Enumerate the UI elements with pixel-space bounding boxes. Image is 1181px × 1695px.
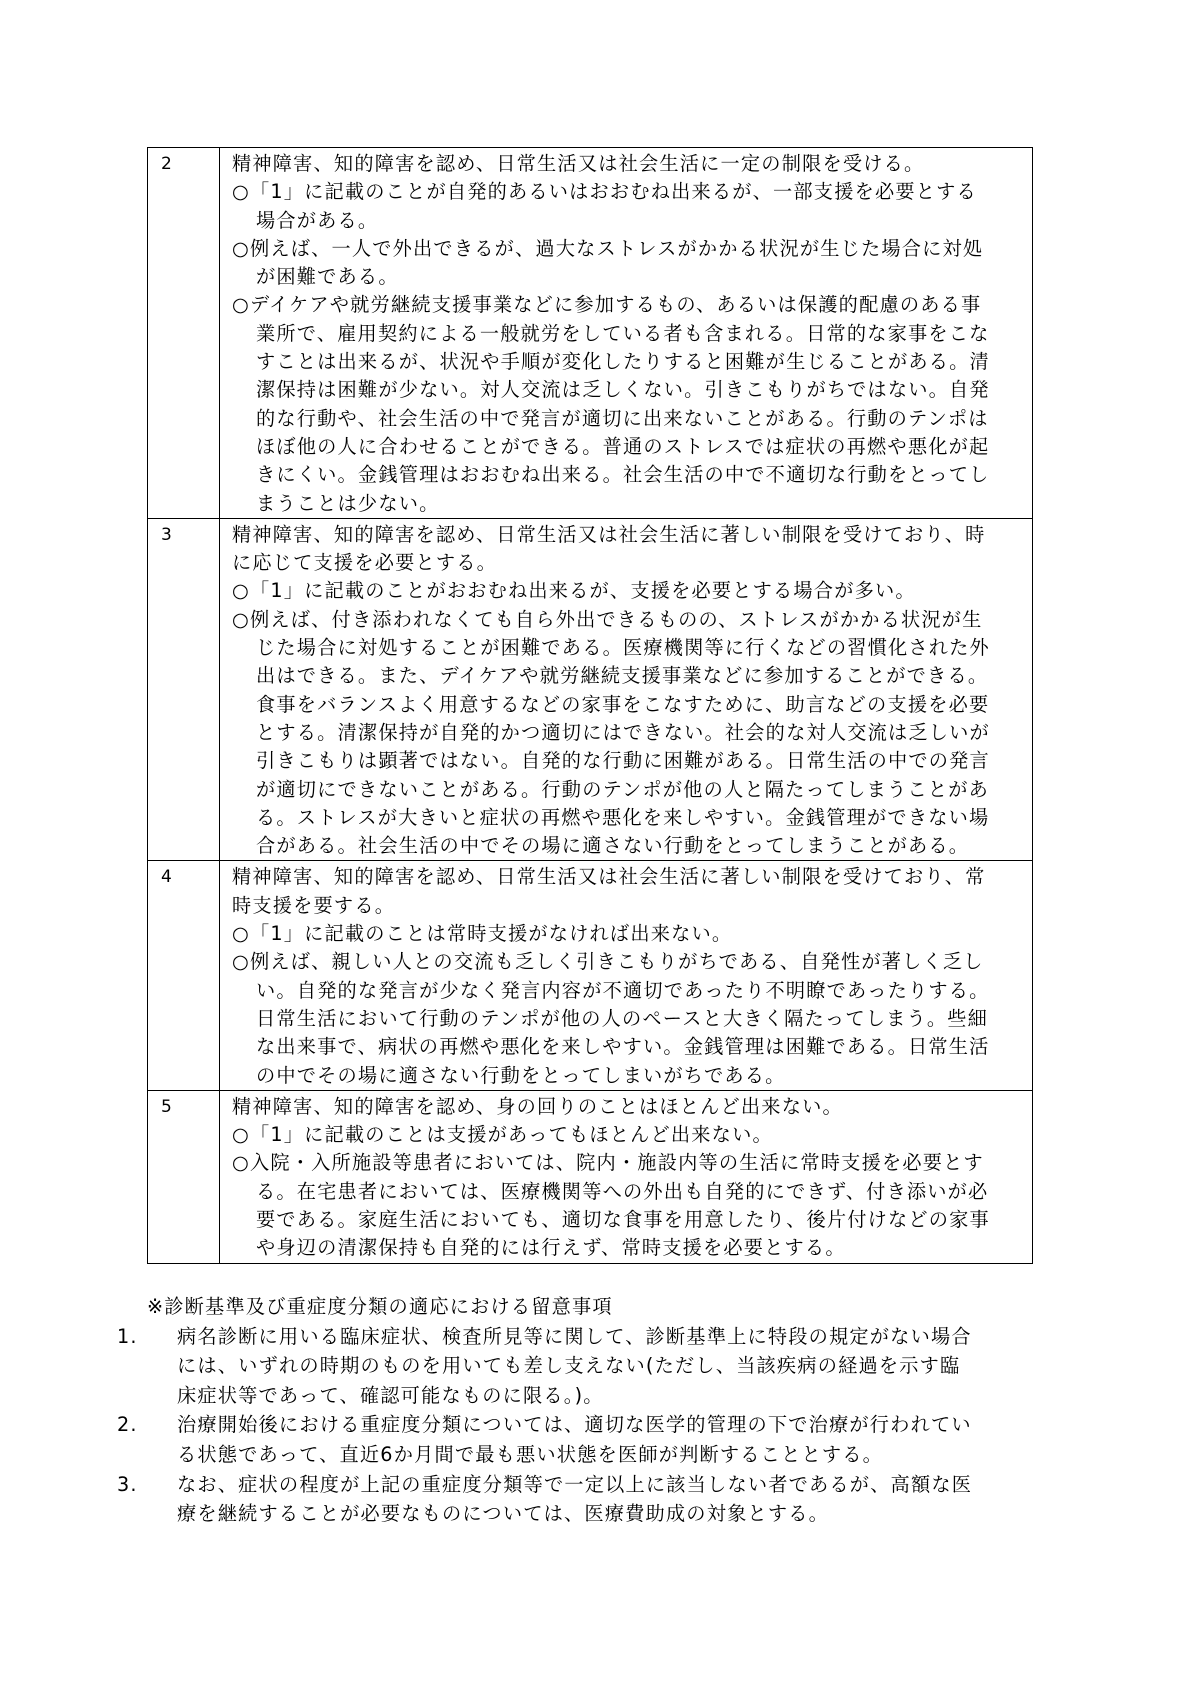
desc-line: とする。清潔保持が自発的かつ適切にはできない。社会的な対人交流は乏しいが [256, 720, 990, 744]
table-row-grade-2 [148, 148, 1033, 519]
grade-description [220, 518, 1033, 861]
grade-description [220, 148, 1033, 519]
desc-line: 食事をバランスよく用意するなどの家事をこなすために、助言などの支援を必要 [256, 692, 990, 716]
note-line: なお、症状の程度が上記の重症度分類等で一定以上に該当しない者であるが、高額な医 [177, 1472, 973, 1496]
grade-number: 4 [148, 861, 220, 1090]
table-row-grade-5 [148, 1090, 1033, 1263]
note-item-1 [117, 1322, 1047, 1411]
desc-line: 時支援を要する。 [232, 893, 396, 917]
note-item-3 [117, 1470, 1047, 1529]
table-row-grade-4 [148, 861, 1033, 1090]
note-line: る状態であって、直近6か月間で最も悪い状態を医師が判断することとする。 [177, 1442, 884, 1466]
desc-line: が困難である。 [256, 265, 399, 289]
desc-line: すことは出来るが、状況や手順が変化したりすると困難が生じることがある。清 [256, 350, 990, 374]
desc-line: 引きこもりは顕著ではない。自発的な行動に困難がある。日常生活の中での発言 [256, 749, 990, 773]
desc-line: い。自発的な発言が少なく発言内容が不適切であったり不明瞭であったりする。 [256, 978, 990, 1002]
desc-line: ほぼ他の人に合わせることができる。普通のストレスでは症状の再燃や悪化が起 [256, 434, 990, 458]
desc-line: ○入院・入所施設等患者においては、院内・施設内等の生活に常時支援を必要とす [232, 1151, 984, 1175]
desc-line: じた場合に対処することが困難である。医療機関等に行くなどの習慣化された外 [256, 636, 990, 660]
note-line: 療を継続することが必要なものについては、医療費助成の対象とする。 [177, 1502, 830, 1526]
note-number: 1. [117, 1324, 138, 1348]
note-line: 治療開始後における重症度分類については、適切な医学的管理の下で治療が行われてい [177, 1413, 972, 1437]
desc-line: 精神障害、知的障害を認め、身の回りのことはほとんど出来ない。 [232, 1094, 843, 1118]
desc-line: 合がある。社会生活の中でその場に適さない行動をとってしまうことがある。 [256, 834, 970, 858]
desc-line: 潔保持は困難が少ない。対人交流は乏しくない。引きこもりがちではない。自発 [256, 378, 990, 402]
grade-description [220, 861, 1033, 1090]
desc-line: 業所で、雇用契約による一般就労をしている者も含まれる。日常的な家事をこな [256, 321, 990, 345]
desc-line: ○「1」に記載のことは支援があってもほとんど出来ない。 [232, 1123, 773, 1147]
desc-line: 的な行動や、社会生活の中で発言が適切に出来ないことがある。行動のテンポは [256, 406, 989, 430]
grade-description [220, 1090, 1033, 1263]
table-row-grade-3 [148, 518, 1033, 861]
desc-line: 精神障害、知的障害を認め、日常生活又は社会生活に著しい制限を受けており、時 [232, 522, 986, 546]
desc-line: に応じて支援を必要とする。 [232, 551, 498, 575]
desc-line: る。在宅患者においては、医療機関等への外出も自発的にできず、付き添いが必 [256, 1179, 989, 1203]
desc-line: 精神障害、知的障害を認め、日常生活又は社会生活に一定の制限を受ける。 [232, 152, 925, 175]
desc-line: まうことは少ない。 [256, 491, 440, 515]
note-line: には、いずれの時期のものを用いても差し支えない(ただし、当該疾病の経過を示す臨 [177, 1354, 961, 1378]
desc-line: ○「1」に記載のことがおおむね出来るが、支援を必要とする場合が多い。 [232, 579, 916, 603]
grade-number: 2 [148, 148, 220, 519]
desc-line: る。ストレスが大きいと症状の再燃や悪化を来しやすい。金銭管理ができない場 [256, 805, 990, 829]
desc-line: 要である。家庭生活においても、適切な食事を用意したり、後片付けなどの家事 [256, 1207, 990, 1231]
desc-line: ○「1」に記載のことは常時支援がなければ出来ない。 [232, 922, 733, 946]
note-number: 2. [117, 1413, 138, 1437]
note-line: 床症状等であって、確認可能なものに限る。)。 [177, 1383, 604, 1407]
desc-line: 出はできる。また、デイケアや就労継続支援事業などに参加することができる。 [256, 664, 989, 688]
desc-line: や身辺の清潔保持も自発的には行えず、常時支援を必要とする。 [256, 1236, 846, 1260]
desc-line: ○例えば、付き添われなくても自ら外出できるものの、ストレスがかかる状況が生 [232, 607, 983, 631]
desc-line: ○例えば、一人で外出できるが、過大なストレスがかかる状況が生じた場合に対処 [232, 236, 984, 260]
notes-section [117, 1292, 1047, 1529]
desc-line: 日常生活において行動のテンポが他の人のペースと大きく隔たってしまう。些細 [256, 1006, 989, 1030]
desc-line: ○「1」に記載のことが自発的あるいはおおむね出来るが、一部支援を必要とする [232, 180, 977, 204]
desc-line: な出来事で、病状の再燃や悪化を来しやすい。金銭管理は困難である。日常生活 [256, 1035, 990, 1059]
desc-line: 場合がある。 [256, 208, 379, 232]
note-item-2 [117, 1410, 1047, 1469]
note-number: 3. [117, 1472, 138, 1496]
severity-grade-table [147, 147, 1033, 1264]
desc-line: 精神障害、知的障害を認め、日常生活又は社会生活に著しい制限を受けており、常 [232, 865, 986, 889]
desc-line: きにくい。金銭管理はおおむね出来る。社会生活の中で不適切な行動をとってし [256, 463, 990, 487]
grade-number: 3 [148, 518, 220, 861]
desc-line: ○デイケアや就労継続支援事業などに参加するもの、あるいは保護的配慮のある事 [232, 293, 982, 317]
note-line: 病名診断に用いる臨床症状、検査所見等に関して、診断基準上に特段の規定がない場合 [177, 1324, 972, 1348]
desc-line: が適切にできないことがある。行動のテンポが他の人と隔たってしまうことがあ [256, 777, 989, 801]
desc-line: の中でその場に適さない行動をとってしまいがちである。 [256, 1063, 786, 1087]
notes-heading: ※診断基準及び重症度分類の適応における留意事項 [147, 1295, 613, 1318]
grade-number: 5 [148, 1090, 220, 1263]
desc-line: ○例えば、親しい人との交流も乏しく引きこもりがちである、自発性が著しく乏し [232, 950, 984, 974]
